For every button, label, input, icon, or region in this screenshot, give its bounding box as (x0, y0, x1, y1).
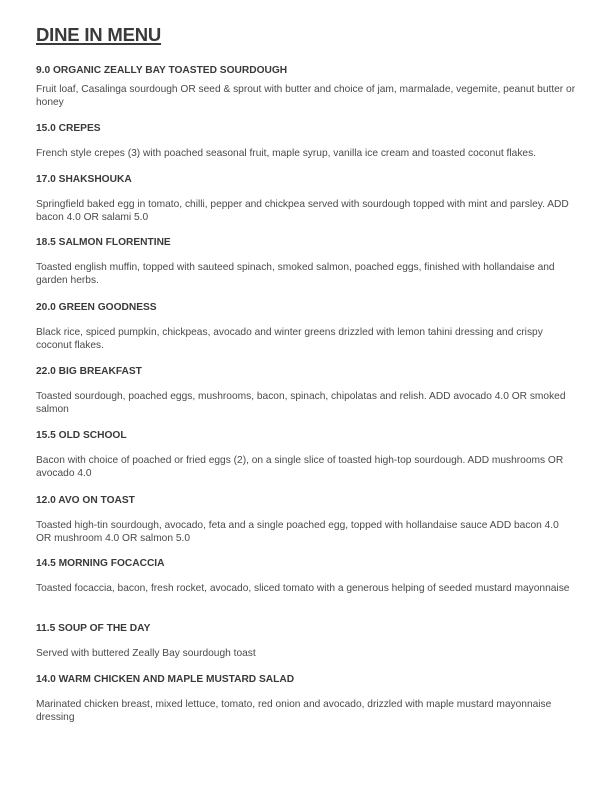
menu-item-description: Black rice, spiced pumpkin, chickpeas, avocado and winter greens drizzled with lemon tahini dressing and crispy coconut flakes. (36, 327, 543, 352)
menu-item-description: Served with buttered Zeally Bay sourdough toast (36, 648, 256, 659)
menu-item-heading: 15.5 OLD SCHOOL (36, 430, 127, 441)
menu-item (36, 173, 576, 225)
menu-item-description: Toasted high-tin sourdough, avocado, feta and a single poached egg, topped with hollandaise sauce ADD bacon 4.0 OR mushroom 4.0 OR salmon 5.0 (36, 520, 559, 545)
menu-item-heading: 14.0 WARM CHICKEN AND MAPLE MUSTARD SALAD (36, 674, 295, 685)
menu-item-heading: 17.0 SHAKSHOUKA (36, 174, 132, 185)
menu-item-heading: 18.5 SALMON FLORENTINE (36, 237, 171, 248)
menu-item-heading: 9.0 ORGANIC ZEALLY BAY TOASTED SOURDOUGH (36, 65, 288, 76)
menu-page (36, 24, 576, 724)
menu-item (36, 429, 576, 481)
menu-item-description: French style crepes (3) with poached seasonal fruit, maple syrup, vanilla ice cream and toasted coconut flakes. (36, 148, 537, 159)
menu-item-heading: 14.5 MORNING FOCACCIA (36, 558, 165, 569)
menu-item-description: Bacon with choice of poached or fried eggs (2), on a single slice of toasted high-top sourdough. ADD mushrooms OR avocado 4.0 (36, 455, 564, 480)
menu-item-heading: 11.5 SOUP OF THE DAY (36, 623, 151, 634)
menu-item (36, 122, 576, 160)
menu-item-description: Toasted sourdough, poached eggs, mushrooms, bacon, spinach, chipolatas and relish. ADD avocado 4.0 OR smoked salmon (36, 391, 566, 416)
menu-item (36, 557, 576, 595)
menu-item (36, 236, 576, 288)
menu-item (36, 494, 576, 546)
menu-item-description: Fruit loaf, Casalinga sourdough OR seed & sprout with butter and choice of jam, marmalade, vegemite, peanut butter or honey (36, 84, 576, 109)
menu-item-description: Springfield baked egg in tomato, chilli, pepper and chickpea served with sourdough topped with mint and parsley. ADD bacon 4.0 OR salami 5.0 (36, 199, 569, 224)
menu-item-heading: 22.0 BIG BREAKFAST (36, 366, 142, 377)
menu-item (36, 673, 576, 725)
menu-item (36, 64, 576, 110)
menu-item (36, 622, 576, 660)
menu-item-heading: 20.0 GREEN GOODNESS (36, 302, 157, 313)
menu-item (36, 301, 576, 353)
menu-item-description: Toasted english muffin, topped with sauteed spinach, smoked salmon, poached eggs, finished with hollandaise and garden herbs. (36, 262, 555, 287)
menu-item-description: Marinated chicken breast, mixed lettuce, tomato, red onion and avocado, drizzled with maple mustard mayonnaise dressing (36, 699, 552, 724)
menu-item-heading: 12.0 AVO ON TOAST (36, 495, 135, 506)
page-title: DINE IN MENU (36, 24, 162, 45)
menu-item-heading: 15.0 CREPES (36, 123, 101, 134)
menu-item (36, 365, 576, 417)
menu-item-description: Toasted focaccia, bacon, fresh rocket, avocado, sliced tomato with a generous helping of seeded mustard mayonnaise (36, 583, 570, 594)
